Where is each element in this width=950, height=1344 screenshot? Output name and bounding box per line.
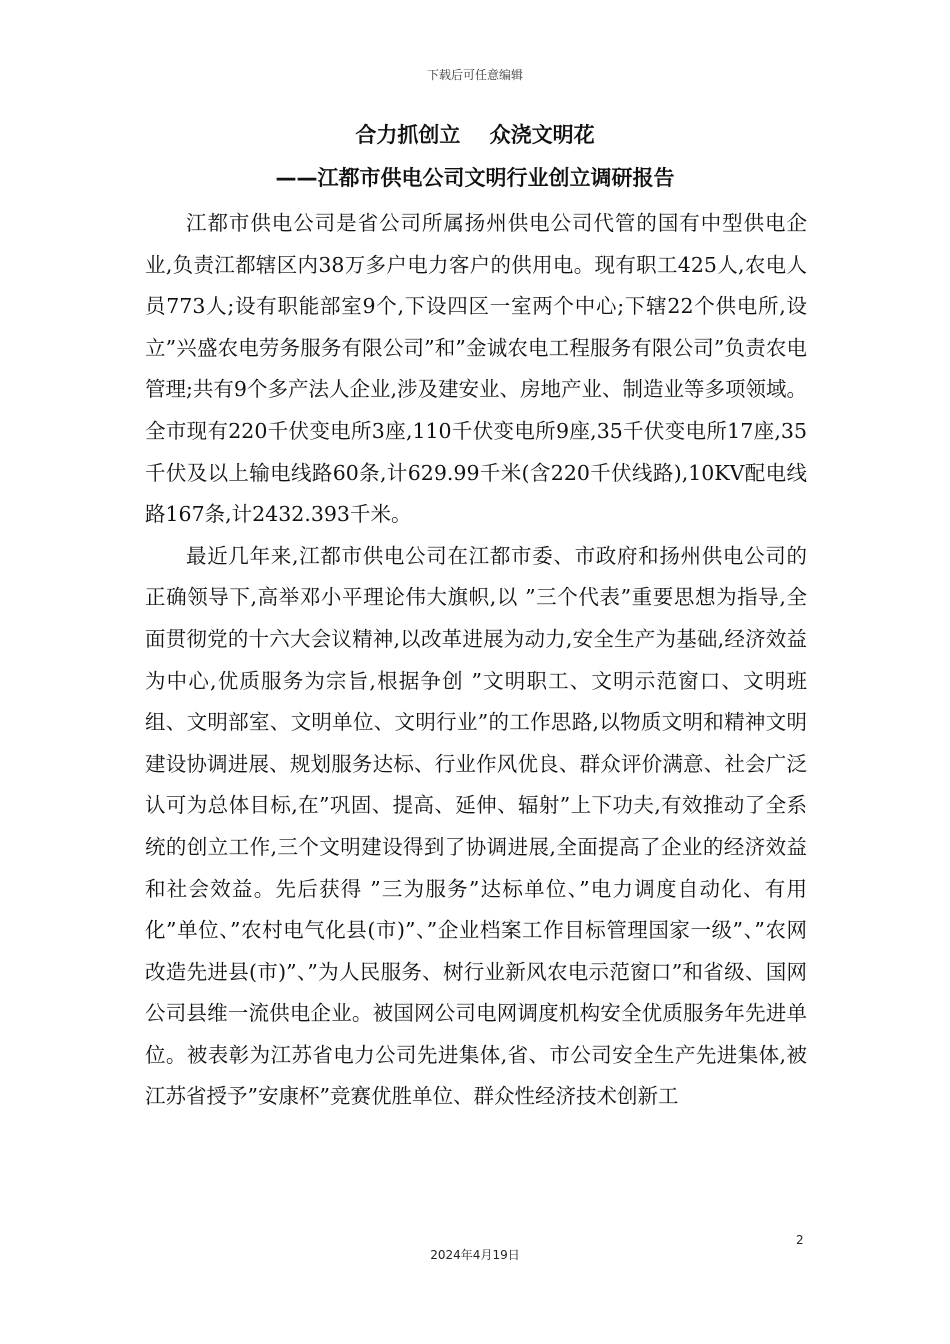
paragraph-achievements: 最近几年来,江都市供电公司在江都市委、市政府和扬州供电公司的正确领导下,高举邓小平理论伟大旗帜,以 ”三个代表”重要思想为指导,全面贯彻党的十六大会议精神,以改革进展为动力,安全生产为基础,经济效益为中心,优质服务为宗旨,根据争创 ”文明职工、文明示范窗口、文明班组、文明部室、文明单位、文明行业”的工作思路,以物质文明和精神文明建设协调进展、规划服务达标、行业作风优良、群众评价满意、社会广泛认可为总体目标,在”巩固、提高、延伸、辐射”上下功夫,有效推动了全系统的创立工作,三个文明建设得到了协调进展,全面提高了企业的经济效益和社会效益。先后获得 ”三为服务”达标单位、”电力调度自动化、有用化”单位、”农村电气化县(市)”、”企业档案工作目标管理国家一级”、”农网改造先进县(市)”、”为人民服务、树行业新风农电示范窗口”和省级、国网公司县维一流供电企业。被国网公司电网调度机构安全优质服务年先进单位。被表彰为江苏省电力公司先进集体,省、市公司安全生产先进集体,被江苏省授予”安康杯”竞赛优胜单位、群众性经济技术创新工 bbox=[145, 543, 807, 1109]
document-subtitle: ——江都市供电公司文明行业创立调研报告 bbox=[275, 166, 675, 190]
document-body bbox=[145, 203, 807, 1118]
header-note: 下载后可任意编辑 bbox=[426, 68, 523, 82]
page-number: 2 bbox=[796, 1233, 804, 1247]
footer-date: 2024年4月19日 bbox=[430, 1248, 520, 1262]
document-title: 合力抓创立 众浇文明花 bbox=[355, 123, 595, 147]
paragraph-company-overview: 江都市供电公司是省公司所属扬州供电公司代管的国有中型供电企业,负责江都辖区内38万多户电力客户的供用电。现有职工425人,农电人员773人;设有职能部室9个,下设四区一室两个中心;下辖22个供电所,设立”兴盛农电劳务服务有限公司”和”金诚农电工程服务有限公司”负责农电管理;共有9个多产法人企业,涉及建安业、房地产业、制造业等多项领域。全市现有220千伏变电所3座,110千伏变电所9座,35千伏变电所17座,35千伏及以上输电线路60条,计629.99千米(含220千伏线路),10KV配电线路167条,计2432.393千米。 bbox=[145, 211, 807, 527]
